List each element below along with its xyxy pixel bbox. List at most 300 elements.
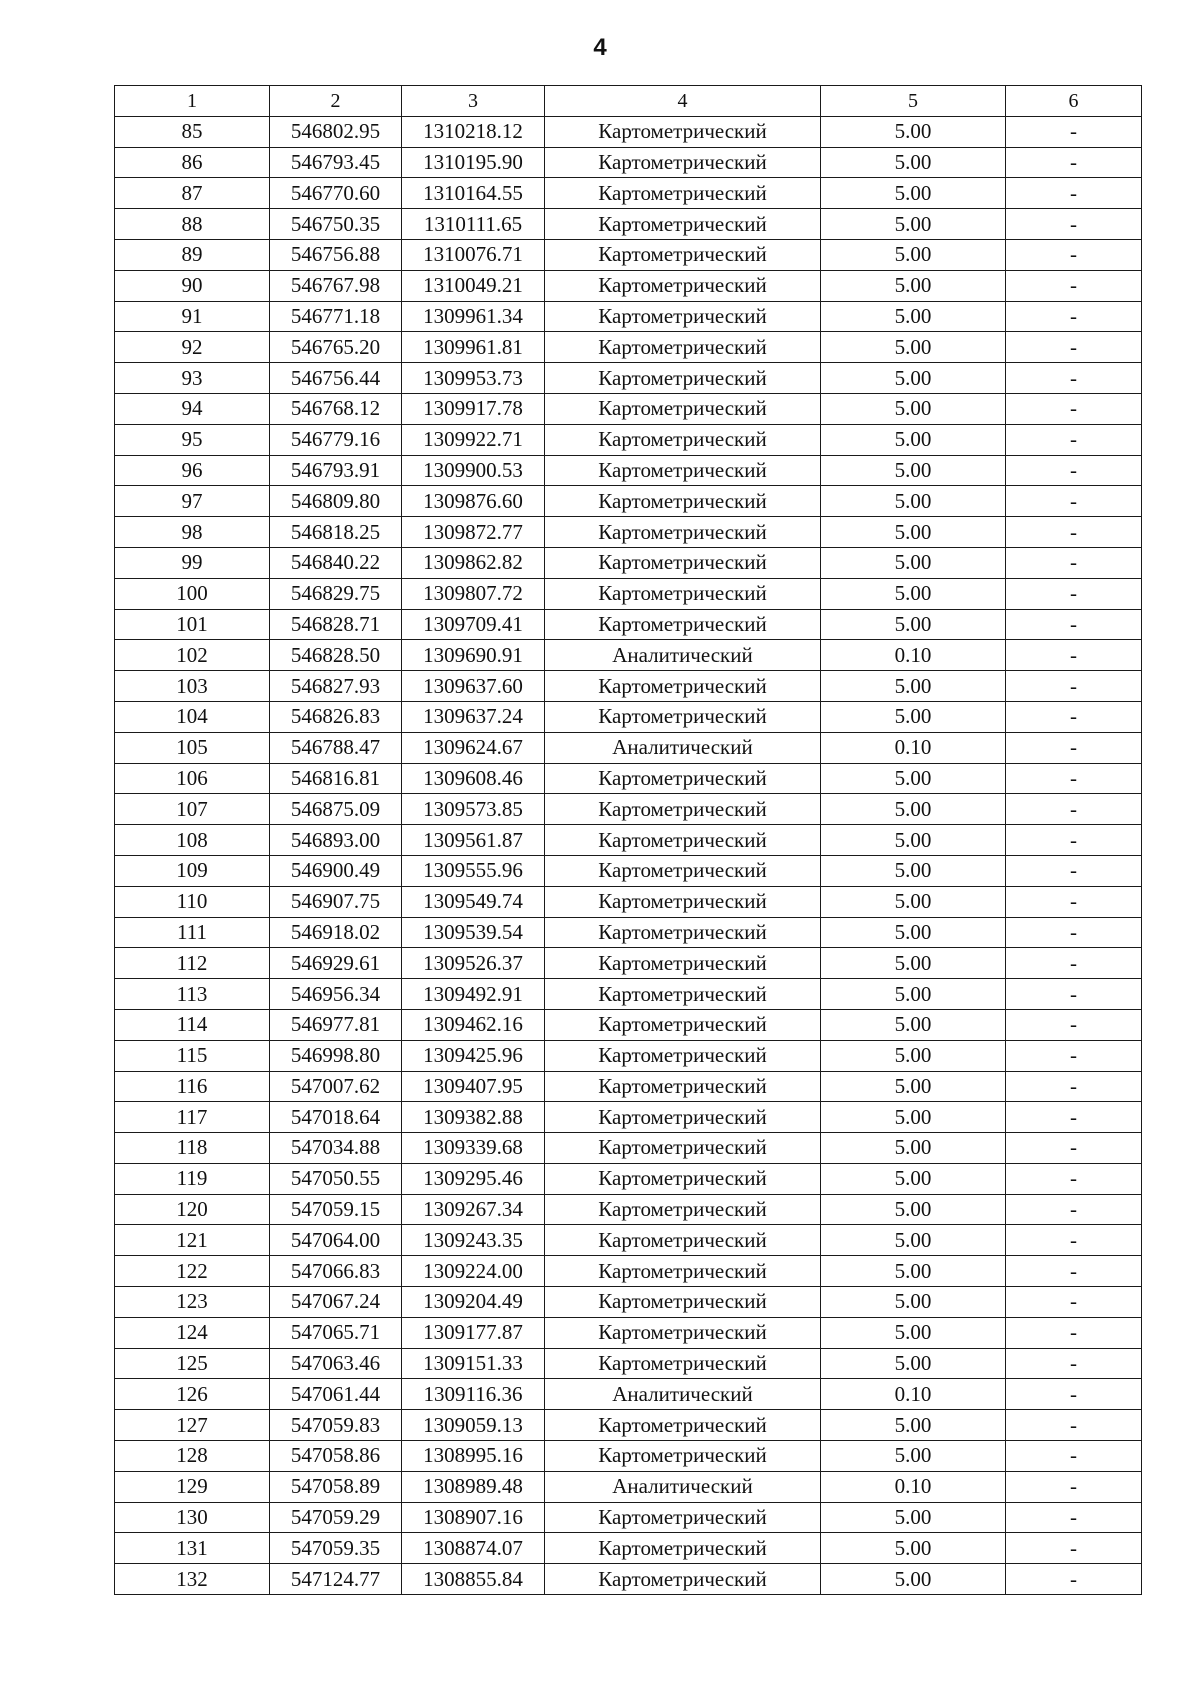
cell-coord-x: 546756.44: [270, 363, 402, 394]
cell-method: Картометрический: [545, 1163, 821, 1194]
cell-note: -: [1006, 1071, 1142, 1102]
cell-point-number: 106: [115, 763, 270, 794]
table-row: [115, 1009, 1142, 1040]
cell-coord-x: 547059.15: [270, 1194, 402, 1225]
cell-accuracy: 5.00: [821, 671, 1006, 702]
cell-point-number: 89: [115, 239, 270, 270]
cell-coord-y: 1309624.67: [402, 732, 545, 763]
cell-coord-y: 1309961.81: [402, 332, 545, 363]
cell-coord-y: 1309177.87: [402, 1317, 545, 1348]
cell-accuracy: 5.00: [821, 1040, 1006, 1071]
cell-accuracy: 5.00: [821, 1317, 1006, 1348]
cell-method: Картометрический: [545, 1502, 821, 1533]
cell-coord-y: 1309116.36: [402, 1379, 545, 1410]
cell-point-number: 125: [115, 1348, 270, 1379]
cell-coord-x: 546826.83: [270, 701, 402, 732]
cell-coord-x: 546956.34: [270, 979, 402, 1010]
cell-point-number: 127: [115, 1410, 270, 1441]
table-row: [115, 732, 1142, 763]
table-header: [115, 86, 1142, 117]
cell-method: Картометрический: [545, 147, 821, 178]
cell-coord-x: 546771.18: [270, 301, 402, 332]
cell-point-number: 95: [115, 424, 270, 455]
cell-accuracy: 5.00: [821, 1410, 1006, 1441]
cell-method: Картометрический: [545, 1225, 821, 1256]
cell-accuracy: 5.00: [821, 1009, 1006, 1040]
cell-coord-y: 1309555.96: [402, 855, 545, 886]
cell-method: Картометрический: [545, 116, 821, 147]
cell-coord-y: 1310111.65: [402, 209, 545, 240]
cell-note: -: [1006, 1379, 1142, 1410]
cell-accuracy: 5.00: [821, 701, 1006, 732]
table-row: [115, 424, 1142, 455]
cell-point-number: 100: [115, 578, 270, 609]
cell-coord-x: 547059.29: [270, 1502, 402, 1533]
cell-accuracy: 5.00: [821, 1133, 1006, 1164]
table-row: [115, 178, 1142, 209]
cell-accuracy: 5.00: [821, 1564, 1006, 1595]
cell-note: -: [1006, 732, 1142, 763]
cell-accuracy: 0.10: [821, 640, 1006, 671]
cell-note: -: [1006, 1225, 1142, 1256]
header-cell-3: 3: [402, 86, 545, 117]
cell-method: Картометрический: [545, 424, 821, 455]
cell-coord-x: 546779.16: [270, 424, 402, 455]
cell-coord-x: 547058.89: [270, 1471, 402, 1502]
cell-method: Картометрический: [545, 1410, 821, 1441]
table-row: [115, 948, 1142, 979]
cell-accuracy: 5.00: [821, 1102, 1006, 1133]
cell-method: Картометрический: [545, 455, 821, 486]
cell-accuracy: 5.00: [821, 1287, 1006, 1318]
cell-accuracy: 5.00: [821, 1533, 1006, 1564]
cell-point-number: 97: [115, 486, 270, 517]
table-row: [115, 1102, 1142, 1133]
table-row: [115, 609, 1142, 640]
cell-coord-x: 546750.35: [270, 209, 402, 240]
cell-method: Картометрический: [545, 1348, 821, 1379]
header-cell-6: 6: [1006, 86, 1142, 117]
cell-note: -: [1006, 578, 1142, 609]
cell-method: Картометрический: [545, 1256, 821, 1287]
cell-method: Картометрический: [545, 671, 821, 702]
table-row: [115, 640, 1142, 671]
cell-point-number: 107: [115, 794, 270, 825]
cell-coord-y: 1309382.88: [402, 1102, 545, 1133]
cell-coord-x: 546809.80: [270, 486, 402, 517]
cell-note: -: [1006, 1133, 1142, 1164]
table-row: [115, 855, 1142, 886]
cell-note: -: [1006, 1256, 1142, 1287]
cell-method: Картометрический: [545, 517, 821, 548]
cell-accuracy: 5.00: [821, 363, 1006, 394]
cell-coord-y: 1308995.16: [402, 1441, 545, 1472]
table-row: [115, 239, 1142, 270]
cell-point-number: 124: [115, 1317, 270, 1348]
table-row: [115, 301, 1142, 332]
table-row: [115, 1040, 1142, 1071]
cell-coord-x: 546818.25: [270, 517, 402, 548]
header-cell-1: 1: [115, 86, 270, 117]
cell-accuracy: 5.00: [821, 917, 1006, 948]
cell-accuracy: 5.00: [821, 178, 1006, 209]
cell-point-number: 113: [115, 979, 270, 1010]
cell-method: Картометрический: [545, 701, 821, 732]
cell-note: -: [1006, 855, 1142, 886]
cell-note: -: [1006, 424, 1142, 455]
table-row: [115, 486, 1142, 517]
cell-accuracy: 5.00: [821, 517, 1006, 548]
table-row: [115, 979, 1142, 1010]
cell-coord-y: 1309425.96: [402, 1040, 545, 1071]
table-row: [115, 1471, 1142, 1502]
cell-coord-y: 1309917.78: [402, 393, 545, 424]
cell-point-number: 130: [115, 1502, 270, 1533]
cell-coord-x: 547007.62: [270, 1071, 402, 1102]
cell-coord-x: 547065.71: [270, 1317, 402, 1348]
cell-coord-x: 547059.83: [270, 1410, 402, 1441]
cell-note: -: [1006, 270, 1142, 301]
cell-method: Картометрический: [545, 547, 821, 578]
cell-point-number: 98: [115, 517, 270, 548]
cell-note: -: [1006, 1009, 1142, 1040]
cell-point-number: 88: [115, 209, 270, 240]
cell-note: -: [1006, 1102, 1142, 1133]
cell-point-number: 119: [115, 1163, 270, 1194]
cell-accuracy: 5.00: [821, 270, 1006, 301]
cell-note: -: [1006, 209, 1142, 240]
page-number: 4: [593, 34, 607, 61]
table-row: [115, 1256, 1142, 1287]
cell-point-number: 104: [115, 701, 270, 732]
cell-point-number: 117: [115, 1102, 270, 1133]
table-row: [115, 1071, 1142, 1102]
cell-coord-x: 547050.55: [270, 1163, 402, 1194]
cell-point-number: 101: [115, 609, 270, 640]
cell-note: -: [1006, 363, 1142, 394]
cell-method: Картометрический: [545, 1533, 821, 1564]
table-row: [115, 1317, 1142, 1348]
cell-coord-y: 1309608.46: [402, 763, 545, 794]
cell-coord-x: 546998.80: [270, 1040, 402, 1071]
cell-coord-x: 547066.83: [270, 1256, 402, 1287]
cell-coord-y: 1309151.33: [402, 1348, 545, 1379]
cell-point-number: 91: [115, 301, 270, 332]
cell-coord-y: 1309573.85: [402, 794, 545, 825]
cell-point-number: 103: [115, 671, 270, 702]
cell-accuracy: 5.00: [821, 979, 1006, 1010]
table-row: [115, 917, 1142, 948]
cell-coord-y: 1308907.16: [402, 1502, 545, 1533]
cell-coord-x: 547018.64: [270, 1102, 402, 1133]
cell-note: -: [1006, 1471, 1142, 1502]
cell-method: Картометрический: [545, 979, 821, 1010]
cell-method: Картометрический: [545, 1441, 821, 1472]
cell-accuracy: 5.00: [821, 209, 1006, 240]
cell-coord-x: 546929.61: [270, 948, 402, 979]
cell-coord-y: 1309267.34: [402, 1194, 545, 1225]
cell-coord-x: 546893.00: [270, 825, 402, 856]
cell-accuracy: 5.00: [821, 763, 1006, 794]
table-row: [115, 578, 1142, 609]
cell-point-number: 87: [115, 178, 270, 209]
cell-point-number: 118: [115, 1133, 270, 1164]
cell-note: -: [1006, 332, 1142, 363]
table-row: [115, 1194, 1142, 1225]
cell-coord-y: 1309637.24: [402, 701, 545, 732]
cell-coord-y: 1309539.54: [402, 917, 545, 948]
cell-note: -: [1006, 979, 1142, 1010]
table-row: [115, 794, 1142, 825]
cell-point-number: 120: [115, 1194, 270, 1225]
table-row: [115, 1379, 1142, 1410]
cell-accuracy: 5.00: [821, 455, 1006, 486]
cell-point-number: 99: [115, 547, 270, 578]
cell-coord-x: 547061.44: [270, 1379, 402, 1410]
table-row: [115, 363, 1142, 394]
cell-method: Картометрический: [545, 332, 821, 363]
cell-coord-x: 546767.98: [270, 270, 402, 301]
cell-accuracy: 5.00: [821, 855, 1006, 886]
table-row: [115, 332, 1142, 363]
cell-method: Аналитический: [545, 732, 821, 763]
cell-coord-y: 1310049.21: [402, 270, 545, 301]
cell-coord-x: 546840.22: [270, 547, 402, 578]
cell-coord-x: 546907.75: [270, 886, 402, 917]
cell-coord-x: 546793.45: [270, 147, 402, 178]
cell-accuracy: 5.00: [821, 1071, 1006, 1102]
cell-note: -: [1006, 948, 1142, 979]
table-row: [115, 1225, 1142, 1256]
cell-accuracy: 5.00: [821, 1225, 1006, 1256]
cell-point-number: 121: [115, 1225, 270, 1256]
cell-method: Картометрический: [545, 763, 821, 794]
table-row: [115, 547, 1142, 578]
cell-point-number: 110: [115, 886, 270, 917]
cell-point-number: 109: [115, 855, 270, 886]
cell-coord-x: 547063.46: [270, 1348, 402, 1379]
cell-coord-x: 546977.81: [270, 1009, 402, 1040]
cell-method: Картометрический: [545, 1564, 821, 1595]
cell-point-number: 111: [115, 917, 270, 948]
cell-accuracy: 5.00: [821, 1348, 1006, 1379]
cell-method: Картометрический: [545, 917, 821, 948]
table-row: [115, 886, 1142, 917]
cell-accuracy: 5.00: [821, 301, 1006, 332]
cell-note: -: [1006, 640, 1142, 671]
cell-note: -: [1006, 178, 1142, 209]
cell-coord-y: 1309876.60: [402, 486, 545, 517]
table-row: [115, 455, 1142, 486]
cell-method: Аналитический: [545, 1471, 821, 1502]
cell-coord-x: 546770.60: [270, 178, 402, 209]
cell-coord-y: 1309462.16: [402, 1009, 545, 1040]
cell-coord-y: 1309922.71: [402, 424, 545, 455]
table-row: [115, 671, 1142, 702]
cell-note: -: [1006, 1194, 1142, 1225]
cell-method: Картометрический: [545, 239, 821, 270]
cell-method: Картометрический: [545, 794, 821, 825]
cell-coord-x: 547058.86: [270, 1441, 402, 1472]
header-row: [115, 86, 1142, 117]
cell-note: -: [1006, 609, 1142, 640]
cell-note: -: [1006, 239, 1142, 270]
cell-note: -: [1006, 1040, 1142, 1071]
cell-method: Картометрический: [545, 1040, 821, 1071]
cell-point-number: 131: [115, 1533, 270, 1564]
cell-note: -: [1006, 886, 1142, 917]
cell-coord-x: 546827.93: [270, 671, 402, 702]
cell-method: Картометрический: [545, 1317, 821, 1348]
cell-accuracy: 5.00: [821, 609, 1006, 640]
cell-method: Картометрический: [545, 1133, 821, 1164]
cell-accuracy: 5.00: [821, 1502, 1006, 1533]
cell-coord-y: 1309637.60: [402, 671, 545, 702]
cell-point-number: 112: [115, 948, 270, 979]
table-row: [115, 825, 1142, 856]
cell-accuracy: 5.00: [821, 547, 1006, 578]
cell-note: -: [1006, 763, 1142, 794]
cell-method: Картометрический: [545, 1071, 821, 1102]
cell-coord-y: 1309549.74: [402, 886, 545, 917]
table-row: [115, 1133, 1142, 1164]
table-row: [115, 1410, 1142, 1441]
cell-coord-y: 1310218.12: [402, 116, 545, 147]
cell-coord-y: 1310195.90: [402, 147, 545, 178]
cell-method: Картометрический: [545, 301, 821, 332]
table-row: [115, 147, 1142, 178]
cell-point-number: 115: [115, 1040, 270, 1071]
header-cell-5: 5: [821, 86, 1006, 117]
cell-method: Картометрический: [545, 1009, 821, 1040]
cell-point-number: 122: [115, 1256, 270, 1287]
table-row: [115, 1502, 1142, 1533]
cell-point-number: 85: [115, 116, 270, 147]
cell-accuracy: 5.00: [821, 1163, 1006, 1194]
cell-note: -: [1006, 794, 1142, 825]
cell-accuracy: 5.00: [821, 332, 1006, 363]
cell-coord-x: 547059.35: [270, 1533, 402, 1564]
cell-note: -: [1006, 917, 1142, 948]
cell-coord-y: 1309953.73: [402, 363, 545, 394]
cell-method: Картометрический: [545, 855, 821, 886]
header-cell-4: 4: [545, 86, 821, 117]
cell-accuracy: 5.00: [821, 578, 1006, 609]
cell-accuracy: 5.00: [821, 794, 1006, 825]
cell-accuracy: 5.00: [821, 486, 1006, 517]
cell-note: -: [1006, 1410, 1142, 1441]
cell-coord-x: 546828.50: [270, 640, 402, 671]
cell-coord-x: 546918.02: [270, 917, 402, 948]
cell-coord-y: 1309961.34: [402, 301, 545, 332]
cell-coord-y: 1309709.41: [402, 609, 545, 640]
cell-method: Картометрический: [545, 1102, 821, 1133]
cell-coord-y: 1309407.95: [402, 1071, 545, 1102]
cell-accuracy: 5.00: [821, 239, 1006, 270]
table-row: [115, 1441, 1142, 1472]
cell-note: -: [1006, 825, 1142, 856]
cell-note: -: [1006, 455, 1142, 486]
cell-point-number: 129: [115, 1471, 270, 1502]
cell-point-number: 108: [115, 825, 270, 856]
cell-note: -: [1006, 1287, 1142, 1318]
cell-coord-x: 546756.88: [270, 239, 402, 270]
cell-note: -: [1006, 486, 1142, 517]
table-row: [115, 763, 1142, 794]
cell-note: -: [1006, 701, 1142, 732]
cell-coord-x: 546768.12: [270, 393, 402, 424]
cell-note: -: [1006, 1348, 1142, 1379]
cell-method: Картометрический: [545, 178, 821, 209]
table-row: [115, 1564, 1142, 1595]
cell-coord-y: 1309492.91: [402, 979, 545, 1010]
cell-note: -: [1006, 1564, 1142, 1595]
cell-coord-y: 1308874.07: [402, 1533, 545, 1564]
cell-coord-x: 546900.49: [270, 855, 402, 886]
cell-coord-y: 1309872.77: [402, 517, 545, 548]
table-row: [115, 517, 1142, 548]
cell-coord-x: 546828.71: [270, 609, 402, 640]
cell-coord-x: 546765.20: [270, 332, 402, 363]
cell-coord-y: 1310164.55: [402, 178, 545, 209]
cell-note: -: [1006, 547, 1142, 578]
cell-method: Аналитический: [545, 640, 821, 671]
cell-coord-x: 546875.09: [270, 794, 402, 825]
cell-point-number: 132: [115, 1564, 270, 1595]
cell-coord-x: 546793.91: [270, 455, 402, 486]
table-row: [115, 1533, 1142, 1564]
cell-note: -: [1006, 147, 1142, 178]
cell-coord-y: 1309243.35: [402, 1225, 545, 1256]
cell-point-number: 86: [115, 147, 270, 178]
table-row: [115, 1348, 1142, 1379]
cell-point-number: 123: [115, 1287, 270, 1318]
cell-coord-y: 1309339.68: [402, 1133, 545, 1164]
table-row: [115, 393, 1142, 424]
cell-coord-x: 547064.00: [270, 1225, 402, 1256]
cell-accuracy: 5.00: [821, 1441, 1006, 1472]
cell-accuracy: 0.10: [821, 732, 1006, 763]
cell-coord-y: 1309862.82: [402, 547, 545, 578]
cell-coord-x: 546816.81: [270, 763, 402, 794]
cell-method: Картометрический: [545, 1287, 821, 1318]
cell-coord-y: 1309059.13: [402, 1410, 545, 1441]
cell-method: Картометрический: [545, 363, 821, 394]
cell-accuracy: 0.10: [821, 1379, 1006, 1410]
header-cell-2: 2: [270, 86, 402, 117]
cell-point-number: 114: [115, 1009, 270, 1040]
cell-note: -: [1006, 1533, 1142, 1564]
cell-accuracy: 5.00: [821, 1194, 1006, 1225]
cell-coord-x: 546829.75: [270, 578, 402, 609]
cell-note: -: [1006, 517, 1142, 548]
cell-coord-y: 1310076.71: [402, 239, 545, 270]
table-row: [115, 1287, 1142, 1318]
cell-coord-y: 1309807.72: [402, 578, 545, 609]
cell-method: Картометрический: [545, 209, 821, 240]
cell-accuracy: 5.00: [821, 1256, 1006, 1287]
cell-note: -: [1006, 1441, 1142, 1472]
cell-note: -: [1006, 1317, 1142, 1348]
table-row: [115, 209, 1142, 240]
cell-accuracy: 5.00: [821, 886, 1006, 917]
cell-point-number: 102: [115, 640, 270, 671]
cell-point-number: 93: [115, 363, 270, 394]
cell-method: Картометрический: [545, 886, 821, 917]
cell-coord-x: 546788.47: [270, 732, 402, 763]
cell-note: -: [1006, 393, 1142, 424]
cell-method: Картометрический: [545, 1194, 821, 1225]
